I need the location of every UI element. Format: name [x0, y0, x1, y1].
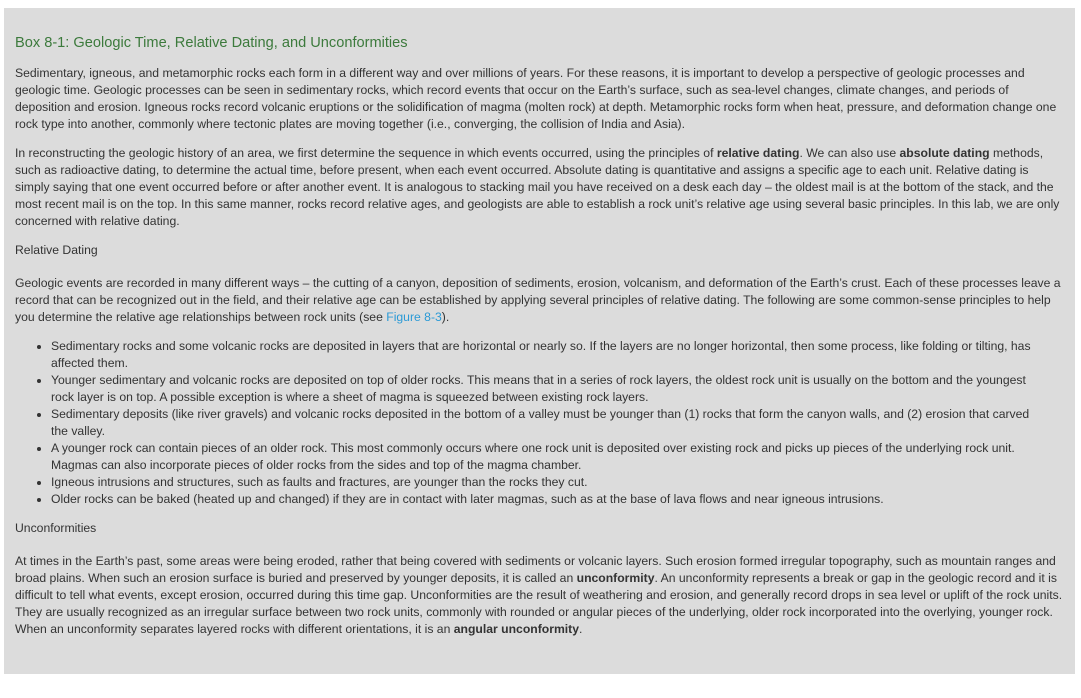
unconformities-text-3: .: [579, 622, 583, 636]
list-item: • Older rocks can be baked (heated up and changed) if they are in contact with later magmas, such as at the base of lava flows and near igneous intrusions.: [51, 491, 1064, 508]
intro-p2-text-2: . We can also use: [799, 146, 900, 160]
unconformities-heading: Unconformities: [15, 521, 97, 535]
figure-8-3-link[interactable]: Figure 8-3: [386, 310, 442, 324]
intro-p2-text-1: In reconstructing the geologic history of an area, we first determine the sequence in which events occurred, using the principles of: [15, 146, 717, 160]
relative-dating-heading: Relative Dating: [15, 243, 98, 257]
principles-list: [15, 338, 1064, 508]
relative-dating-paragraph: [15, 275, 1064, 326]
info-box: [4, 8, 1075, 674]
relative-dating-text-1: Geologic events are recorded in many different ways – the cutting of a canyon, deposition of sediments, erosion, volcanism, and deformation of the Earth’s crust. Each of these processes leave a record that can be recognized out in the field, and their relative age can be established by applying several principles of relative dating. The following are some common-sense principles to help you determine the relative age relationships between rock units (see: [15, 276, 1061, 324]
list-item: • Igneous intrusions and structures, such as faults and fractures, are younger than the rocks they cut.: [51, 474, 1064, 491]
intro-paragraph-1: Sedimentary, igneous, and metamorphic rocks each form in a different way and over millions of years. For these reasons, it is important to develop a perspective of geologic processes and geologic time. Geologic processes can be seen in sedimentary rocks, which record events that occur on the Earth’s surface, such as sea-level changes, climate changes, and periods of deposition and erosion. Igneous rocks record volcanic eruptions or the solidification of magma (molten rock) at depth. Metamorphic rocks form when heat, pressure, and deformation change one rock type into another, commonly where tectonic plates are moving together (i.e., converging, the collision of India and Asia).: [15, 66, 1057, 131]
intro-p2-text-3: methods, such as radioactive dating, to determine the actual time, before present, when each event occurred. Absolute dating is quantitative and assigns a specific age to each unit. Relative dating is simply saying that one event occurred before or after another event. It is analogous to stacking mail you have received on a desk each day – the oldest mail is at the bottom of the stack, and the most recent mail is on the top. In this same manner, rocks record relative ages, and geologists are able to establish a rock unit’s relative age using several basic principles. In this lab, we are only concerned with relative dating.: [15, 146, 1060, 228]
intro-paragraph-2: [15, 145, 1064, 230]
list-item: • A younger rock can contain pieces of an older rock. This most commonly occurs where one rock unit is deposited over existing rock and picks up pieces of the underlying rock unit. Magmas can also incorporate pieces of older rocks from the sides and top of the magma chamber.: [51, 440, 1064, 474]
unconformity-term: unconformity: [576, 571, 655, 585]
unconformities-text-2: . An unconformity represents a break or gap in the geologic record and it is difficult to tell what events, except erosion, occurred during this time gap. Unconformities are the result of weathering and erosion, and generally record drops in sea level or uplift of the rock units. They are usually recognized as an irregular surface between two rock units, commonly with rounded or angular pieces of the underlying, older rock incorporated into the overlying, younger rock. When an unconformity separates layered rocks with different orientations, it is an: [15, 571, 1063, 636]
unconformities-text-1: At times in the Earth’s past, some areas were being eroded, rather that being covered with sediments or volcanic layers. Such erosion formed irregular topography, such as mountain ranges and broad plains. When such an erosion surface is buried and preserved by younger deposits, it is called an: [15, 554, 1056, 585]
relative-dating-term: relative dating: [716, 146, 800, 160]
box-title: Box 8-1: Geologic Time, Relative Dating, and Unconformities: [15, 35, 408, 51]
angular-unconformity-term: angular unconformity: [453, 622, 580, 636]
list-item: • Sedimentary rocks and some volcanic rocks are deposited in layers that are horizontal or nearly so. If the layers are no longer horizontal, then some process, like folding or tilting, has affected them.: [51, 338, 1064, 372]
absolute-dating-term: absolute dating: [899, 146, 990, 160]
list-item: • Younger sedimentary and volcanic rocks are deposited on top of older rocks. This means that in a series of rock layers, the oldest rock unit is usually on the bottom and the youngest rock layer is on top. A possible exception is where a sheet of magma is squeezed between existing rock layers.: [51, 372, 1064, 406]
list-item: • Sedimentary deposits (like river gravels) and volcanic rocks deposited in the bottom of a valley must be younger than (1) rocks that form the canyon walls, and (2) erosion that carved the valley.: [51, 406, 1064, 440]
relative-dating-text-2: ).: [441, 310, 450, 324]
unconformities-paragraph: [15, 553, 1064, 638]
